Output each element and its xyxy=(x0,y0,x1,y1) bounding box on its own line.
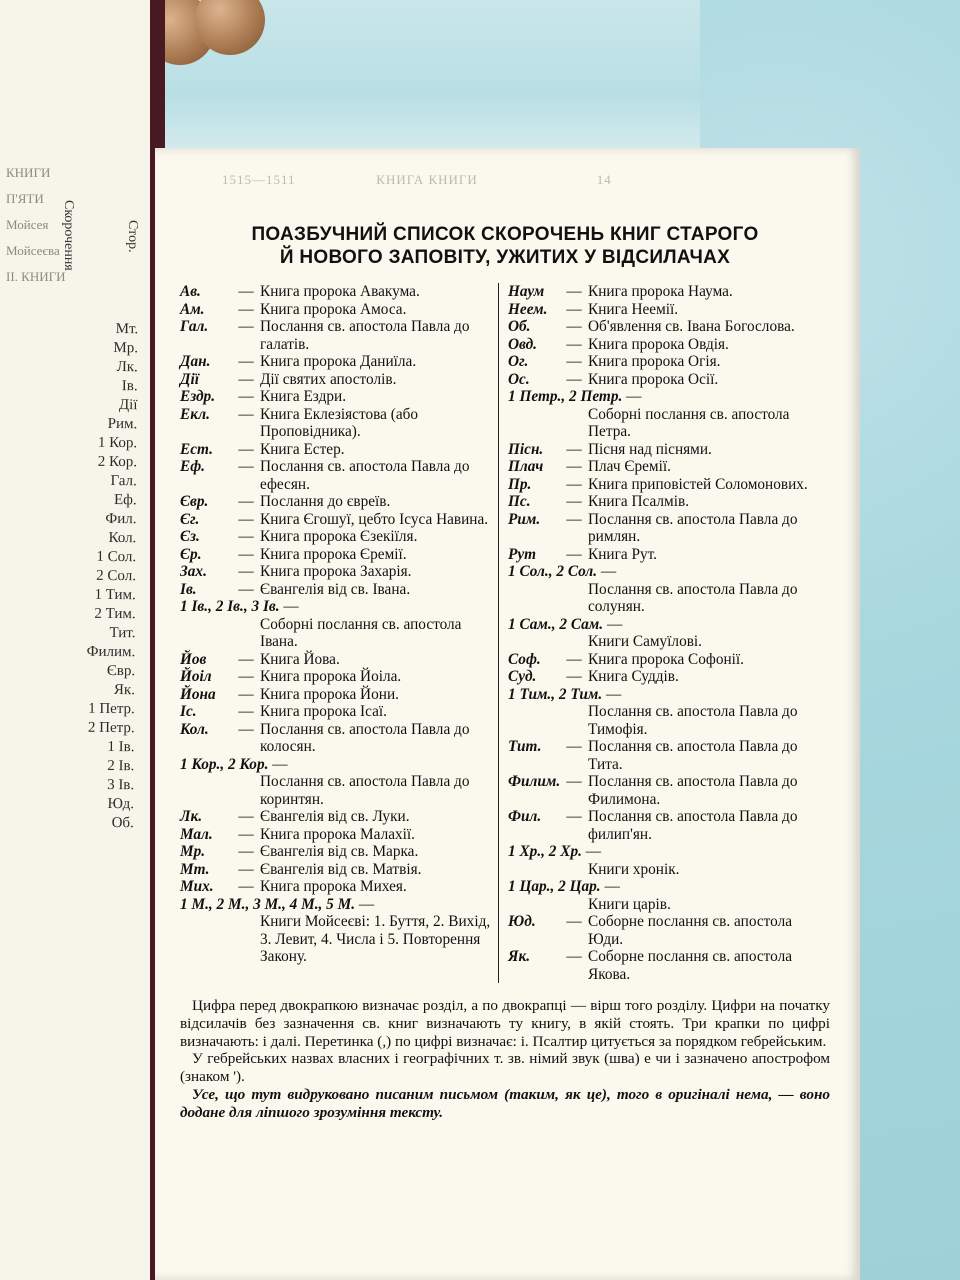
entry-abbr: Йоіл xyxy=(180,668,212,685)
abbreviation-entry xyxy=(508,651,828,669)
abbreviation-entry xyxy=(508,878,828,913)
abbreviation-entry xyxy=(508,913,828,948)
entry-description: Книга пророка Огія. xyxy=(588,353,721,370)
entry-dash: — xyxy=(566,335,582,353)
entry-abbr: Фил. xyxy=(508,808,542,825)
entry-dash: — xyxy=(603,615,623,633)
entry-description: Послання св. апостола Павла до коринтян. xyxy=(260,773,470,808)
entry-abbr: Тит. xyxy=(508,738,542,755)
abbreviation-entry xyxy=(508,283,828,301)
entry-description: Євангелія від св. Марка. xyxy=(260,843,419,860)
left-page-abbr: Як. xyxy=(113,682,136,699)
abbreviation-entry xyxy=(508,616,828,651)
left-abbr-list xyxy=(84,320,138,833)
abbreviation-entry xyxy=(180,826,500,844)
abbreviation-entry xyxy=(508,843,828,878)
entry-dash: — xyxy=(238,563,254,580)
entry-description: Євангелія від св. Матвія. xyxy=(260,860,422,878)
entry-dash: — xyxy=(566,493,582,510)
left-page-abbr: Фил. xyxy=(105,510,137,528)
abbreviation-table xyxy=(180,283,830,983)
left-page-abbr: Юд. xyxy=(107,795,135,813)
entry-description: Послання св. апостола Павла до Филимона. xyxy=(588,773,798,808)
left-page-abbr: Еф. xyxy=(113,492,137,509)
abbreviation-entry xyxy=(180,651,500,669)
title-line-1: ПОАЗБУЧНИЙ СПИСОК СКОРОЧЕНЬ КНИГ СТАРОГО xyxy=(251,224,759,245)
entry-dash: — xyxy=(238,825,254,843)
entry-dash: — xyxy=(238,493,254,510)
entry-dash: — xyxy=(238,370,254,388)
left-page-abbr: Кол. xyxy=(108,529,137,547)
abbreviation-entry xyxy=(180,581,500,599)
entry-abbr: Йона xyxy=(180,685,216,703)
note-paragraph: Цифра перед двокрапкою визначає розділ, а по двокрапці — вірш того розділу. Цифри на початку відсилачів без зазначення св. книг визначають ту книгу, в якій стоять. Три крапки по цифрі визначають: і далі. Перетинка (,) по цифрі визначає: і. Псалтир цитується за порядком гебрейським. xyxy=(180,997,830,1050)
entry-description: Послання св. апостола Павла до галатів. xyxy=(260,318,470,353)
entry-dash: — xyxy=(238,668,254,685)
entry-description: Послання св. апостола Павла до Тита. xyxy=(588,738,798,773)
entry-description: Об'явлення св. Івана Богослова. xyxy=(588,318,795,335)
entry-description: Послання св. апостола Павла до римлян. xyxy=(588,510,798,545)
entry-description: Соборні послання св. апостола Івана. xyxy=(260,615,462,650)
entry-dash: — xyxy=(566,370,582,388)
entry-description: Книга приповістей Соломонових. xyxy=(588,475,808,493)
abbreviation-entry xyxy=(180,721,500,756)
abbreviation-entry xyxy=(508,301,828,319)
entry-description: Книга пророка Ісаї. xyxy=(260,703,387,720)
abbreviation-entry xyxy=(180,353,500,371)
abbreviation-entry xyxy=(180,388,500,406)
entry-dash: — xyxy=(238,703,254,720)
entry-abbr: 1 Тим., 2 Тим. xyxy=(508,685,603,703)
entry-dash: — xyxy=(238,545,254,563)
entry-abbr: Кол. xyxy=(180,720,209,738)
entry-dash: — xyxy=(279,598,299,615)
entry-dash: — xyxy=(566,650,582,668)
entry-dash: — xyxy=(566,283,582,300)
entry-abbr: Пс. xyxy=(508,493,531,510)
right-column xyxy=(508,283,828,983)
left-page-abbr: 1 Тим. xyxy=(94,586,136,604)
entry-dash: — xyxy=(600,878,620,895)
entry-abbr: Іс. xyxy=(180,703,197,720)
entry-description: Книга Естер. xyxy=(260,440,345,458)
entry-description: Книги хронік. xyxy=(588,860,680,878)
left-page-abbr: Лк. xyxy=(116,359,138,376)
entry-description: Послання св. апостола Павла до Тимофія. xyxy=(588,703,798,738)
abbreviation-entry xyxy=(508,546,828,564)
entry-description: Книги Самуїлові. xyxy=(588,633,703,650)
entry-abbr: 1 Сам., 2 Сам. xyxy=(508,615,604,633)
entry-dash: — xyxy=(602,685,622,703)
abbreviation-entry xyxy=(180,441,500,459)
entry-dash: — xyxy=(622,388,642,405)
left-page-abbr: 2 Тим. xyxy=(94,605,136,623)
abbreviation-entry xyxy=(180,371,500,389)
abbreviation-entry xyxy=(180,493,500,511)
entry-dash: — xyxy=(238,388,254,405)
entry-abbr: Наум xyxy=(508,283,545,300)
entry-description: Послання до євреїв. xyxy=(260,493,391,510)
entry-abbr: Єр. xyxy=(180,545,202,563)
entry-description: Книга пророка Овдія. xyxy=(588,335,729,353)
left-page-abbr: Мр. xyxy=(113,340,139,357)
abbreviation-entry xyxy=(508,738,828,773)
abbreviation-entry xyxy=(180,528,500,546)
entry-abbr: Ав. xyxy=(180,283,201,300)
abbreviation-entry xyxy=(180,686,500,704)
left-page-abbr: 1 Ів. xyxy=(107,738,135,756)
left-page-abbr: Филим. xyxy=(86,643,136,661)
entry-dash: — xyxy=(238,878,254,895)
entry-description: Книга Йова. xyxy=(260,650,340,668)
abbreviation-entry xyxy=(180,861,500,879)
abbreviation-entry xyxy=(180,318,500,353)
entry-description: Книга пророка Захарія. xyxy=(260,563,412,580)
entry-dash: — xyxy=(566,458,582,475)
entry-abbr: 1 Ів., 2 Ів., 3 Ів. xyxy=(180,598,280,615)
entry-abbr: Еф. xyxy=(180,458,205,475)
entry-dash: — xyxy=(238,650,254,668)
left-page xyxy=(0,0,150,1280)
entry-dash: — xyxy=(238,580,254,598)
entry-dash: — xyxy=(566,318,582,335)
entry-description: Книга Псалмів. xyxy=(588,493,690,510)
entry-description: Книги царів. xyxy=(588,895,671,913)
entry-abbr: 1 Кор., 2 Кор. xyxy=(180,755,269,773)
entry-dash: — xyxy=(566,668,582,685)
entry-dash: — xyxy=(238,300,254,318)
entry-abbr: Юд. xyxy=(508,913,536,930)
left-page-abbr: 2 Петр. xyxy=(87,719,135,737)
entry-dash: — xyxy=(566,913,582,930)
entry-description: Послання св. апостола Павла до ефесян. xyxy=(260,458,470,493)
abbreviation-entry xyxy=(508,388,828,441)
entry-abbr: Ог. xyxy=(508,353,529,370)
entry-abbr: 1 М., 2 М., 3 М., 4 М., 5 М. xyxy=(180,895,356,913)
entry-description: Книга пророка Наума. xyxy=(588,283,733,300)
entry-abbr: Йов xyxy=(180,650,207,668)
abbreviation-entry xyxy=(508,441,828,459)
left-page-abbr: 1 Сол. xyxy=(96,548,137,566)
left-page-abbr: Ів. xyxy=(121,378,138,395)
entry-abbr: Об. xyxy=(508,318,531,335)
entry-description: Книга пророка Амоса. xyxy=(260,300,407,318)
abbreviation-entry xyxy=(180,458,500,493)
abbreviation-entry xyxy=(508,511,828,546)
abbreviation-entry xyxy=(508,808,828,843)
entry-dash: — xyxy=(238,510,254,528)
entry-abbr: Рут xyxy=(508,545,537,563)
abbreviation-entry xyxy=(180,808,500,826)
entry-description: Книга пророка Йони. xyxy=(260,685,399,703)
entry-description: Книга пророка Софонії. xyxy=(588,650,744,668)
abbreviation-entry xyxy=(180,301,500,319)
abbreviation-entry xyxy=(508,948,828,983)
left-page-abbr: Євр. xyxy=(106,662,136,680)
column-divider xyxy=(498,283,499,983)
entry-abbr: Ів. xyxy=(180,580,197,598)
left-column-heading: Скорочення xyxy=(61,200,76,271)
entry-abbr: Мр. xyxy=(180,843,206,860)
abbreviation-entry xyxy=(508,668,828,686)
entry-abbr: Неем. xyxy=(508,300,548,318)
entry-description: Послання св. апостола Павла до колосян. xyxy=(260,720,470,755)
entry-dash: — xyxy=(238,458,254,475)
entry-dash: — xyxy=(238,528,254,545)
abbreviation-entry xyxy=(180,756,500,809)
entry-dash: — xyxy=(581,843,602,860)
entry-description: Соборне послання св. апостола Якова. xyxy=(588,948,792,983)
left-page-abbr: 2 Ів. xyxy=(107,757,135,775)
entry-description: Книга пророка Авакума. xyxy=(260,283,420,300)
entry-dash: — xyxy=(355,895,375,913)
abbreviation-entry xyxy=(180,563,500,581)
entry-abbr: 1 Цар., 2 Цар. xyxy=(508,878,601,895)
entry-description: Соборні послання св. апостола Петра. xyxy=(588,405,790,440)
left-page-abbr: Рим. xyxy=(107,415,138,433)
entry-abbr: Мих. xyxy=(180,878,214,895)
entry-dash: — xyxy=(566,773,582,790)
entry-description: Євангелія від св. Луки. xyxy=(260,808,410,825)
left-page-abbr: 1 Кор. xyxy=(97,434,138,452)
entry-dash: — xyxy=(238,440,254,458)
entry-abbr: Ос. xyxy=(508,370,530,388)
entry-abbr: Лк. xyxy=(180,808,203,825)
entry-description: Книги Мойсеєві: 1. Буття, 2. Вихід, 3. Левит, 4. Числа і 5. Повторення Закону. xyxy=(260,913,491,965)
entry-dash: — xyxy=(566,353,582,370)
entry-description: Книга Неемії. xyxy=(588,300,679,318)
left-page-abbr: Об. xyxy=(111,815,134,832)
entry-dash: — xyxy=(238,405,254,423)
entry-abbr: Зах. xyxy=(180,563,207,580)
left-page-abbr: Тит. xyxy=(109,624,136,642)
entry-abbr: Ам. xyxy=(180,300,205,318)
entry-dash: — xyxy=(566,545,582,563)
entry-dash: — xyxy=(238,685,254,703)
entry-description: Книга Єгошуї, цебто Ісуса Навина. xyxy=(260,510,489,528)
entry-abbr: Суд. xyxy=(508,668,537,685)
entry-dash: — xyxy=(238,318,254,335)
entry-abbr: Мал. xyxy=(180,825,213,843)
entry-abbr: Дії xyxy=(180,370,199,388)
note-paragraph: У гебрейських назвах власних і географічних т. зв. німий звук (шва) е чи і зазначено апострофом (знаком '). xyxy=(180,1050,830,1086)
left-page-abbr: 3 Ів. xyxy=(107,776,135,794)
abbreviation-entry xyxy=(508,493,828,511)
entry-description: Дії святих апостолів. xyxy=(260,370,397,388)
abbreviation-entry xyxy=(508,371,828,389)
entry-abbr: Овд. xyxy=(508,335,538,353)
entry-abbr: Гал. xyxy=(180,318,209,335)
entry-abbr: Филим. xyxy=(508,773,561,790)
notes-section xyxy=(180,997,830,1122)
entry-description: Книга Еклезіястова (або Проповідника). xyxy=(260,405,419,440)
abbreviation-entry xyxy=(508,318,828,336)
abbreviation-entry xyxy=(180,668,500,686)
entry-abbr: 1 Петр., 2 Петр. xyxy=(508,388,623,405)
abbreviation-entry xyxy=(180,878,500,896)
abbreviation-entry xyxy=(180,283,500,301)
abbreviation-entry xyxy=(508,773,828,808)
entry-abbr: Як. xyxy=(508,948,531,965)
page-title xyxy=(180,223,830,269)
left-column xyxy=(180,283,500,983)
entry-abbr: Єг. xyxy=(180,510,200,528)
entry-dash: — xyxy=(566,440,582,458)
left-page-col-label: Стор. xyxy=(125,220,140,253)
entry-description: Послання св. апостола Павла до филип'ян. xyxy=(588,808,798,843)
entry-description: Книга Рут. xyxy=(588,545,657,563)
italic-note: Усе, що тут видруковано писаним письмом (таким, як це), того в оригіналі нема, — воно додане для ліпшого зрозуміння тексту. xyxy=(180,1085,830,1121)
left-page-abbr: 1 Петр. xyxy=(88,700,135,718)
entry-description: Книга пророка Малахії. xyxy=(260,825,415,843)
abbreviation-entry xyxy=(180,546,500,564)
entry-dash: — xyxy=(268,755,288,773)
entry-abbr: Євр. xyxy=(180,493,209,510)
entry-description: Соборне послання св. апостола Юди. xyxy=(588,913,792,948)
entry-description: Послання св. апостола Павла до солунян. xyxy=(588,580,798,615)
abbreviation-entry xyxy=(508,336,828,354)
entry-abbr: Ест. xyxy=(180,440,213,458)
entry-abbr: Пр. xyxy=(508,475,532,493)
left-page-abbr: Гал. xyxy=(110,472,137,490)
entry-dash: — xyxy=(566,808,582,825)
abbreviation-entry xyxy=(508,563,828,616)
left-page-abbr: Дії xyxy=(118,397,138,414)
abbreviation-entry xyxy=(180,703,500,721)
abbreviation-entry xyxy=(180,406,500,441)
entry-description: Книга пророка Єремії. xyxy=(260,545,407,563)
entry-abbr: 1 Хр., 2 Хр. xyxy=(508,843,582,860)
abbreviation-entry xyxy=(508,686,828,739)
entry-abbr: Соф. xyxy=(508,650,541,668)
abbreviation-page xyxy=(180,215,830,1122)
abbreviation-entry xyxy=(508,458,828,476)
entry-description: Пісня над піснями. xyxy=(588,440,712,458)
entry-description: Книга пророка Йоіла. xyxy=(260,668,402,685)
entry-dash: — xyxy=(597,563,617,580)
entry-dash: — xyxy=(238,808,254,825)
entry-description: Книга пророка Єзекіїля. xyxy=(260,528,418,545)
entry-dash: — xyxy=(566,948,582,965)
abbreviation-entry xyxy=(180,598,500,651)
left-page-abbr: Мт. xyxy=(115,321,139,338)
entry-abbr: Ездр. xyxy=(180,388,216,405)
entry-description: Книга пророка Михея. xyxy=(260,878,407,895)
entry-abbr: 1 Сол., 2 Сол. xyxy=(508,563,598,580)
entry-dash: — xyxy=(566,300,582,318)
entry-dash: — xyxy=(238,720,254,738)
entry-abbr: Пісн. xyxy=(508,440,544,458)
abbreviation-entry xyxy=(180,843,500,861)
entry-abbr: Єз. xyxy=(180,528,200,545)
abbreviation-entry xyxy=(180,896,500,966)
entry-dash: — xyxy=(566,475,582,493)
entry-dash: — xyxy=(238,283,254,300)
abbreviation-entry xyxy=(180,511,500,529)
left-page-faint-text: КНИГИ П'ЯТИ Мойсея Мойсеєва II. КНИГИ xyxy=(6,165,66,284)
entry-dash: — xyxy=(566,510,582,528)
left-page-abbr: 2 Кор. xyxy=(97,453,138,471)
entry-abbr: Екл. xyxy=(180,405,210,423)
abbreviation-entry xyxy=(508,353,828,371)
entry-dash: — xyxy=(238,860,254,878)
entry-description: Книга пророка Осії. xyxy=(588,370,719,388)
entry-abbr: Мт. xyxy=(180,860,210,878)
entry-description: Євангелія від св. Івана. xyxy=(260,580,411,598)
entry-dash: — xyxy=(238,353,254,370)
entry-abbr: Дан. xyxy=(180,353,211,370)
entry-description: Книга Суддів. xyxy=(588,668,679,685)
entry-dash: — xyxy=(566,738,582,755)
title-line-2: Й НОВОГО ЗАПОВІТУ, УЖИТИХ У ВІДСИЛАЧАХ xyxy=(279,247,731,268)
abbreviation-entry xyxy=(508,476,828,494)
entry-description: Книга Ездри. xyxy=(260,388,347,405)
left-page-abbr: 2 Сол. xyxy=(96,567,137,585)
entry-description: Плач Єремії. xyxy=(588,458,671,475)
entry-dash: — xyxy=(238,843,254,860)
entry-abbr: Плач xyxy=(508,458,544,475)
entry-description: Книга пророка Даниїла. xyxy=(260,353,417,370)
entry-abbr: Рим. xyxy=(508,510,541,528)
page-header-ghost: 1515—1511 КНИГА КНИГИ 14 xyxy=(222,172,612,187)
